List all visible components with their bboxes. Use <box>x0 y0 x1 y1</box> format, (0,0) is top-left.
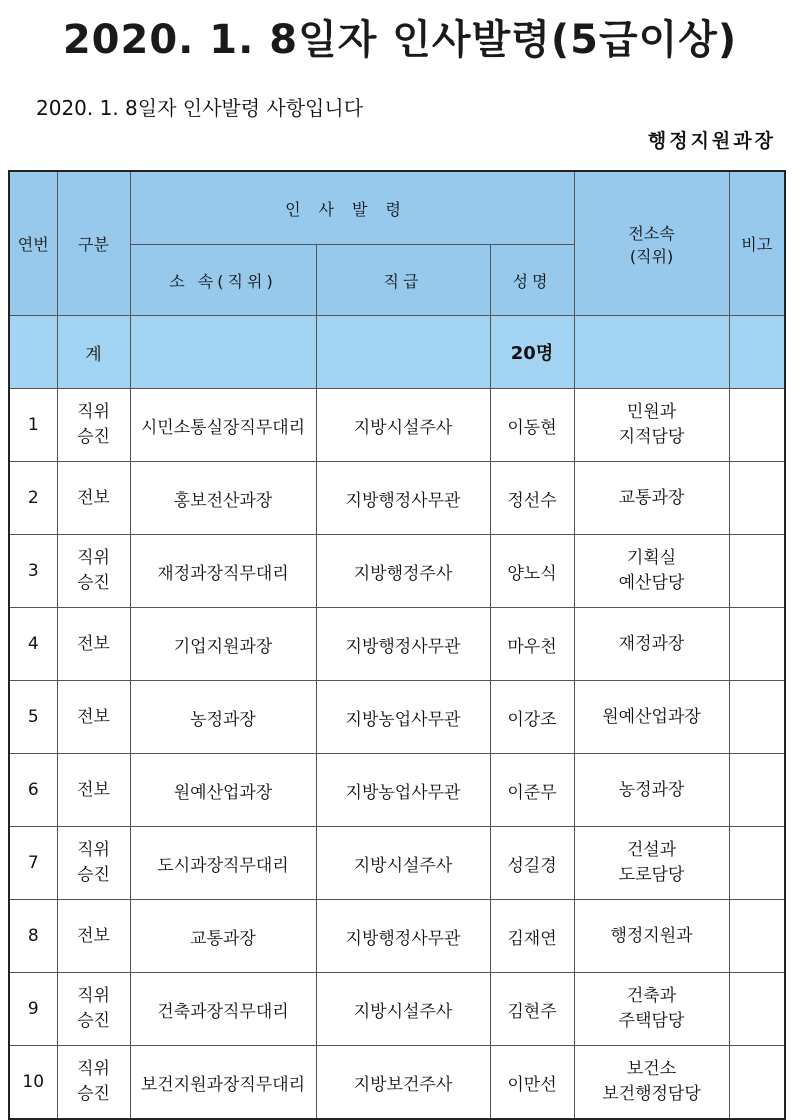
header-remarks: 비고 <box>729 171 785 316</box>
header-appointment-group: 인사발령 <box>130 171 574 245</box>
total-no <box>9 316 57 389</box>
cell-remarks <box>729 1046 785 1120</box>
cell-name: 이강조 <box>490 681 574 754</box>
cell-grade: 지방시설주사 <box>316 973 490 1046</box>
cell-no: 1 <box>9 389 57 462</box>
cell-affiliation: 보건지원과장직무대리 <box>130 1046 316 1120</box>
cell-affiliation: 홍보전산과장 <box>130 462 316 535</box>
cell-affiliation: 시민소통실장직무대리 <box>130 389 316 462</box>
table-row <box>9 973 785 1046</box>
cell-category: 전보 <box>57 681 130 754</box>
table-row <box>9 608 785 681</box>
cell-name: 이만선 <box>490 1046 574 1120</box>
table-row <box>9 827 785 900</box>
total-affiliation <box>130 316 316 389</box>
cell-no: 8 <box>9 900 57 973</box>
table-row <box>9 389 785 462</box>
cell-remarks <box>729 681 785 754</box>
total-previous <box>574 316 729 389</box>
total-count: 20명 <box>490 316 574 389</box>
cell-previous: 행정지원과 <box>574 900 729 973</box>
cell-no: 9 <box>9 973 57 1046</box>
cell-name: 성길경 <box>490 827 574 900</box>
cell-no: 10 <box>9 1046 57 1120</box>
cell-no: 2 <box>9 462 57 535</box>
document-subtitle: 2020. 1. 8일자 인사발령 사항입니다 <box>36 96 364 120</box>
header-category: 구분 <box>57 171 130 316</box>
table-row <box>9 900 785 973</box>
cell-affiliation: 도시과장직무대리 <box>130 827 316 900</box>
cell-grade: 지방보건주사 <box>316 1046 490 1120</box>
table-row <box>9 535 785 608</box>
document-title: 2020. 1. 8일자 인사발령(5급이상) <box>62 17 738 63</box>
cell-previous: 농정과장 <box>574 754 729 827</box>
cell-affiliation: 교통과장 <box>130 900 316 973</box>
cell-previous: 건축과 주택담당 <box>574 973 729 1046</box>
cell-category: 전보 <box>57 608 130 681</box>
cell-remarks <box>729 535 785 608</box>
cell-category: 직위 승진 <box>57 389 130 462</box>
header-affiliation: 소 속(직위) <box>130 245 316 316</box>
cell-remarks <box>729 973 785 1046</box>
cell-remarks <box>729 462 785 535</box>
table-row <box>9 1046 785 1120</box>
cell-category: 직위 승진 <box>57 1046 130 1120</box>
cell-affiliation: 원예산업과장 <box>130 754 316 827</box>
cell-remarks <box>729 608 785 681</box>
cell-no: 7 <box>9 827 57 900</box>
cell-no: 6 <box>9 754 57 827</box>
cell-affiliation: 농정과장 <box>130 681 316 754</box>
cell-affiliation: 기업지원과장 <box>130 608 316 681</box>
cell-remarks <box>729 827 785 900</box>
cell-grade: 지방행정사무관 <box>316 900 490 973</box>
appointment-rows <box>9 389 785 1120</box>
cell-name: 마우천 <box>490 608 574 681</box>
issuing-department: 행정지원과장 <box>647 130 776 152</box>
cell-category: 전보 <box>57 900 130 973</box>
cell-name: 김재연 <box>490 900 574 973</box>
cell-no: 5 <box>9 681 57 754</box>
cell-category: 전보 <box>57 754 130 827</box>
total-row <box>9 316 785 389</box>
cell-remarks <box>729 754 785 827</box>
table-row <box>9 681 785 754</box>
cell-name: 김현주 <box>490 973 574 1046</box>
total-label: 계 <box>57 316 130 389</box>
table-row <box>9 462 785 535</box>
total-remarks <box>729 316 785 389</box>
header-no: 연번 <box>9 171 57 316</box>
cell-grade: 지방행정사무관 <box>316 462 490 535</box>
cell-category: 직위 승진 <box>57 827 130 900</box>
cell-grade: 지방행정사무관 <box>316 608 490 681</box>
cell-grade: 지방행정주사 <box>316 535 490 608</box>
cell-category: 전보 <box>57 462 130 535</box>
table-row <box>9 754 785 827</box>
total-grade <box>316 316 490 389</box>
header-grade: 직급 <box>316 245 490 316</box>
cell-category: 직위 승진 <box>57 535 130 608</box>
cell-name: 정선수 <box>490 462 574 535</box>
cell-name: 이준무 <box>490 754 574 827</box>
cell-name: 이동현 <box>490 389 574 462</box>
cell-category: 직위 승진 <box>57 973 130 1046</box>
cell-grade: 지방시설주사 <box>316 389 490 462</box>
cell-affiliation: 재정과장직무대리 <box>130 535 316 608</box>
header-name: 성명 <box>490 245 574 316</box>
cell-previous: 교통과장 <box>574 462 729 535</box>
cell-grade: 지방농업사무관 <box>316 681 490 754</box>
cell-no: 4 <box>9 608 57 681</box>
cell-previous: 보건소 보건행정담당 <box>574 1046 729 1120</box>
header-previous: 전소속 (직위) <box>574 171 729 316</box>
cell-grade: 지방농업사무관 <box>316 754 490 827</box>
cell-grade: 지방시설주사 <box>316 827 490 900</box>
cell-no: 3 <box>9 535 57 608</box>
cell-affiliation: 건축과장직무대리 <box>130 973 316 1046</box>
appointment-table <box>8 170 786 1120</box>
cell-remarks <box>729 900 785 973</box>
cell-previous: 기획실 예산담당 <box>574 535 729 608</box>
cell-previous: 건설과 도로담당 <box>574 827 729 900</box>
cell-remarks <box>729 389 785 462</box>
cell-previous: 원예산업과장 <box>574 681 729 754</box>
cell-name: 양노식 <box>490 535 574 608</box>
cell-previous: 민원과 지적담당 <box>574 389 729 462</box>
cell-previous: 재정과장 <box>574 608 729 681</box>
